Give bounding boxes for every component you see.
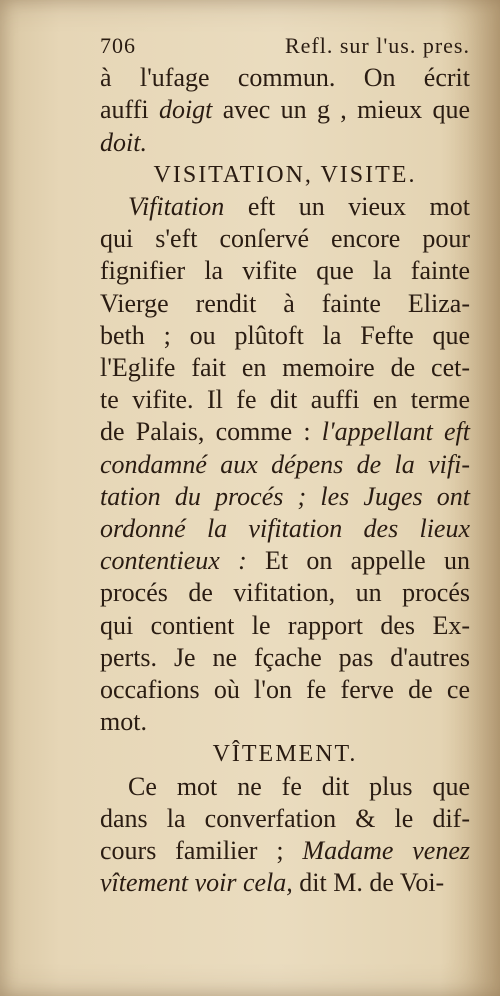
text-line: condamné aux dépens de la vifi- xyxy=(100,449,470,479)
section-heading: VISITATION, VISITE. xyxy=(153,161,417,188)
text-line: beth ; ou plûtoft la Fefte que xyxy=(100,320,470,350)
text-line: Vifitation eft un vieux mot xyxy=(128,192,470,222)
text-line: de Palais, comme : l'appellant eft xyxy=(100,417,471,447)
text-line: qui s'eft conſervé encore pour xyxy=(100,224,470,254)
text-line: Vierge rendit à fainte Eliza- xyxy=(100,288,470,318)
text-line: te vifite. Il fe dit auffi en terme xyxy=(100,385,470,415)
page-text xyxy=(100,30,470,899)
text-line: auffi doigt avec un g , mieux que xyxy=(100,95,470,125)
running-header xyxy=(100,30,470,62)
text-line: procés de vifitation, un procés xyxy=(100,578,470,608)
running-title: Refl. sur l'us. pres. xyxy=(284,33,470,58)
body-text xyxy=(100,62,470,899)
text-line: à l'ufage commun. On écrit xyxy=(100,63,470,93)
text-line: occafions où l'on fe ferve de ce xyxy=(100,675,470,705)
text-line: dans la converfation & le dif- xyxy=(100,803,470,833)
text-line: perts. Je ne fçache pas d'autres xyxy=(100,642,470,672)
text-line: cours familier ; Madame venez xyxy=(100,836,470,866)
text-line: Ce mot ne fe dit plus que xyxy=(128,771,470,801)
text-line: tation du procés ; les Juges ont xyxy=(100,481,470,511)
text-line: vîtement voir cela, dit M. de Voi- xyxy=(100,868,445,898)
page-number: 706 xyxy=(100,33,136,58)
text-line: fignifier la vifite que la fainte xyxy=(100,256,470,286)
text-line: doit. xyxy=(100,127,147,157)
text-line: mot. xyxy=(100,707,147,737)
section-heading: VÎTEMENT. xyxy=(212,741,358,768)
text-line: ordonné la vifitation des lieux xyxy=(100,514,470,544)
text-line: contentieux : Et on appelle un xyxy=(100,546,470,576)
text-line: qui contient le rapport des Ex- xyxy=(100,610,470,640)
text-line: l'Eglife fait en memoire de cet- xyxy=(100,353,470,383)
